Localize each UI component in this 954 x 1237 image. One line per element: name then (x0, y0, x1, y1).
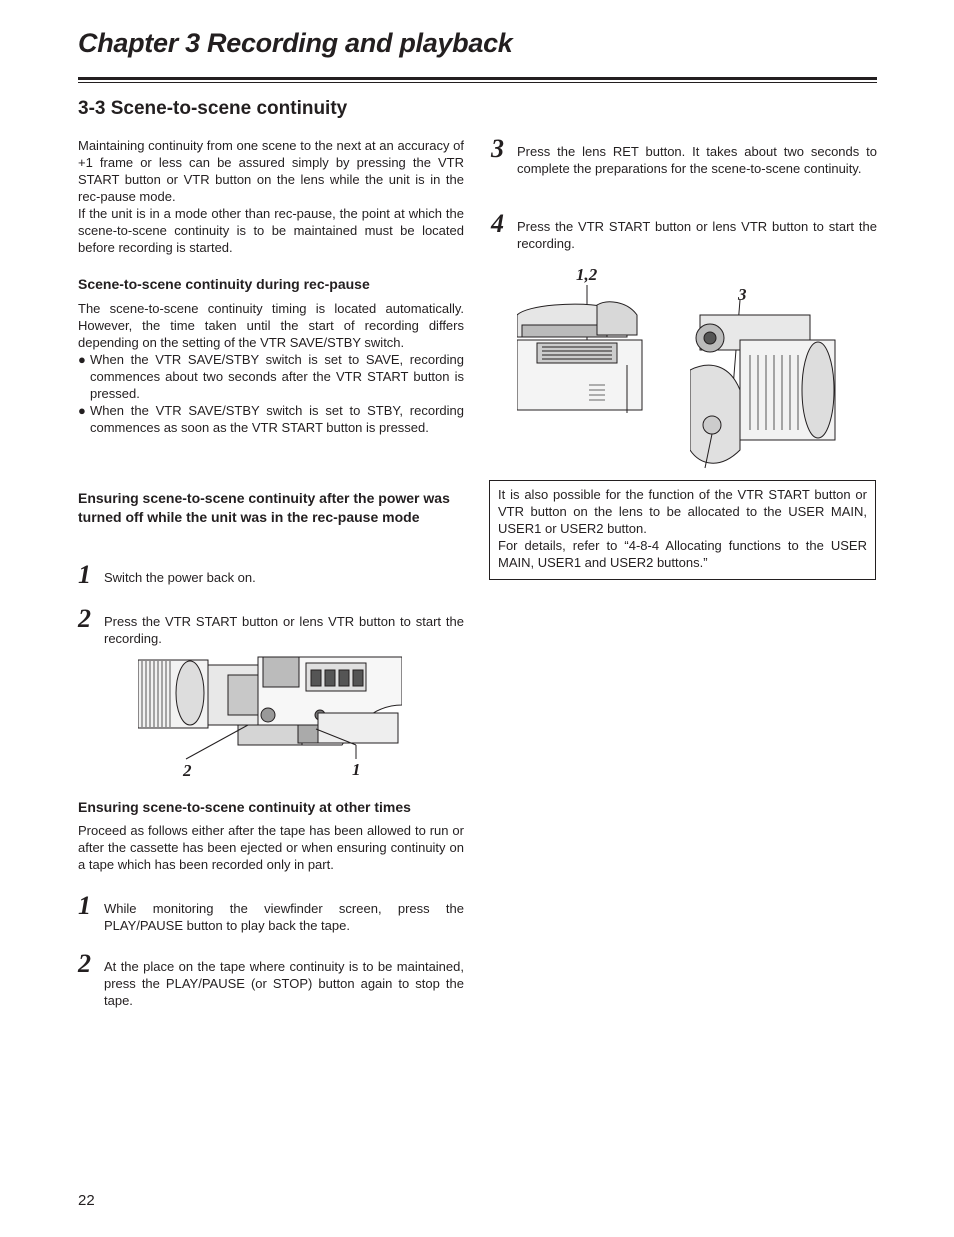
intro-text (78, 137, 464, 256)
bullet-text: When the VTR SAVE/STBY switch is set to STBY, recording commences as soon as the VTR START button is pressed. (90, 403, 464, 435)
figure-callout: 1 (352, 760, 361, 779)
power-off-heading: Ensuring scene-to-scene continuity after the power was turned off while the unit was in the rec-pause mode (78, 490, 450, 525)
step-number: 1 (78, 560, 91, 589)
figure-callout: 1,2 (576, 265, 598, 284)
step-number: 3 (491, 134, 504, 163)
step-item (78, 949, 464, 1009)
section-title: 3-3 Scene-to-scene continuity (78, 98, 348, 119)
figure-callout: 2 (183, 761, 192, 780)
step-number: 4 (491, 209, 504, 238)
bullet-icon: ● (78, 352, 86, 367)
recpause-text (78, 300, 464, 436)
intro-paragraph: If the unit is in a mode other than rec-pause, the point at which the scene-to-scene continuity is to be maintained must be located before recording is started. (78, 206, 464, 255)
other-times-text (78, 822, 464, 873)
step-text: Press the lens RET button. It takes about two seconds to complete the preparations for the scene-to-scene continuity. (517, 144, 877, 176)
step-text: Press the VTR START button or lens VTR button to start the recording. (517, 219, 877, 251)
note-paragraph: It is also possible for the function of the VTR START button or VTR button on the lens to be allocated to the USER MAIN, USER1 or USER2 button. (498, 487, 867, 536)
step-item (78, 560, 464, 589)
camera-side-illustration (138, 655, 402, 760)
note-paragraph: For details, refer to “4-8-4 Allocating functions to the USER MAIN, USER1 and USER2 buttons.” (498, 538, 867, 570)
recpause-paragraph: The scene-to-scene continuity timing is located automatically. However, the time taken until the start of recording differs depending on the setting of the VTR SAVE/STBY switch. (78, 301, 464, 350)
note-box (489, 480, 876, 580)
step-text: Press the VTR START button or lens VTR button to start the recording. (104, 614, 464, 646)
bullet-text: When the VTR SAVE/STBY switch is set to SAVE, recording commences about two seconds after the VTR START button is pressed. (90, 352, 464, 401)
recpause-heading: Scene-to-scene continuity during rec-pause (78, 276, 370, 292)
step-number: 2 (78, 949, 91, 978)
chapter-title: Chapter 3 Recording and playback (78, 28, 513, 58)
camera-top-illustration (517, 285, 645, 415)
header-rule (78, 77, 877, 80)
lens-illustration (690, 300, 840, 470)
step-item (78, 604, 464, 647)
step-item (491, 209, 877, 252)
bullet-item (78, 402, 464, 436)
step-item (491, 134, 877, 177)
bullet-icon: ● (78, 403, 86, 418)
step-text: While monitoring the viewfinder screen, press the PLAY/PAUSE button to play back the tape. (104, 901, 464, 933)
figure-callout: 3 (738, 285, 747, 304)
header-rule-thin (78, 82, 877, 83)
intro-paragraph: Maintaining continuity from one scene to the next at an accuracy of +1 frame or less can be assured simply by pressing the VTR START button or VTR button on the lens while the unit is in the rec-pause mode. (78, 138, 464, 204)
step-text: At the place on the tape where continuity is to be maintained, press the PLAY/PAUSE (or STOP) button again to stop the tape. (104, 959, 464, 1008)
bullet-item (78, 351, 464, 402)
step-item (78, 891, 464, 934)
page-number: 22 (78, 1192, 95, 1209)
step-number: 2 (78, 604, 91, 633)
other-times-paragraph: Proceed as follows either after the tape has been allowed to run or after the cassette has been ejected or when ensuring continuity on a tape which has been recorded only in part. (78, 823, 464, 872)
step-number: 1 (78, 891, 91, 920)
other-times-heading: Ensuring scene-to-scene continuity at other times (78, 799, 411, 815)
step-text: Switch the power back on. (104, 570, 256, 585)
